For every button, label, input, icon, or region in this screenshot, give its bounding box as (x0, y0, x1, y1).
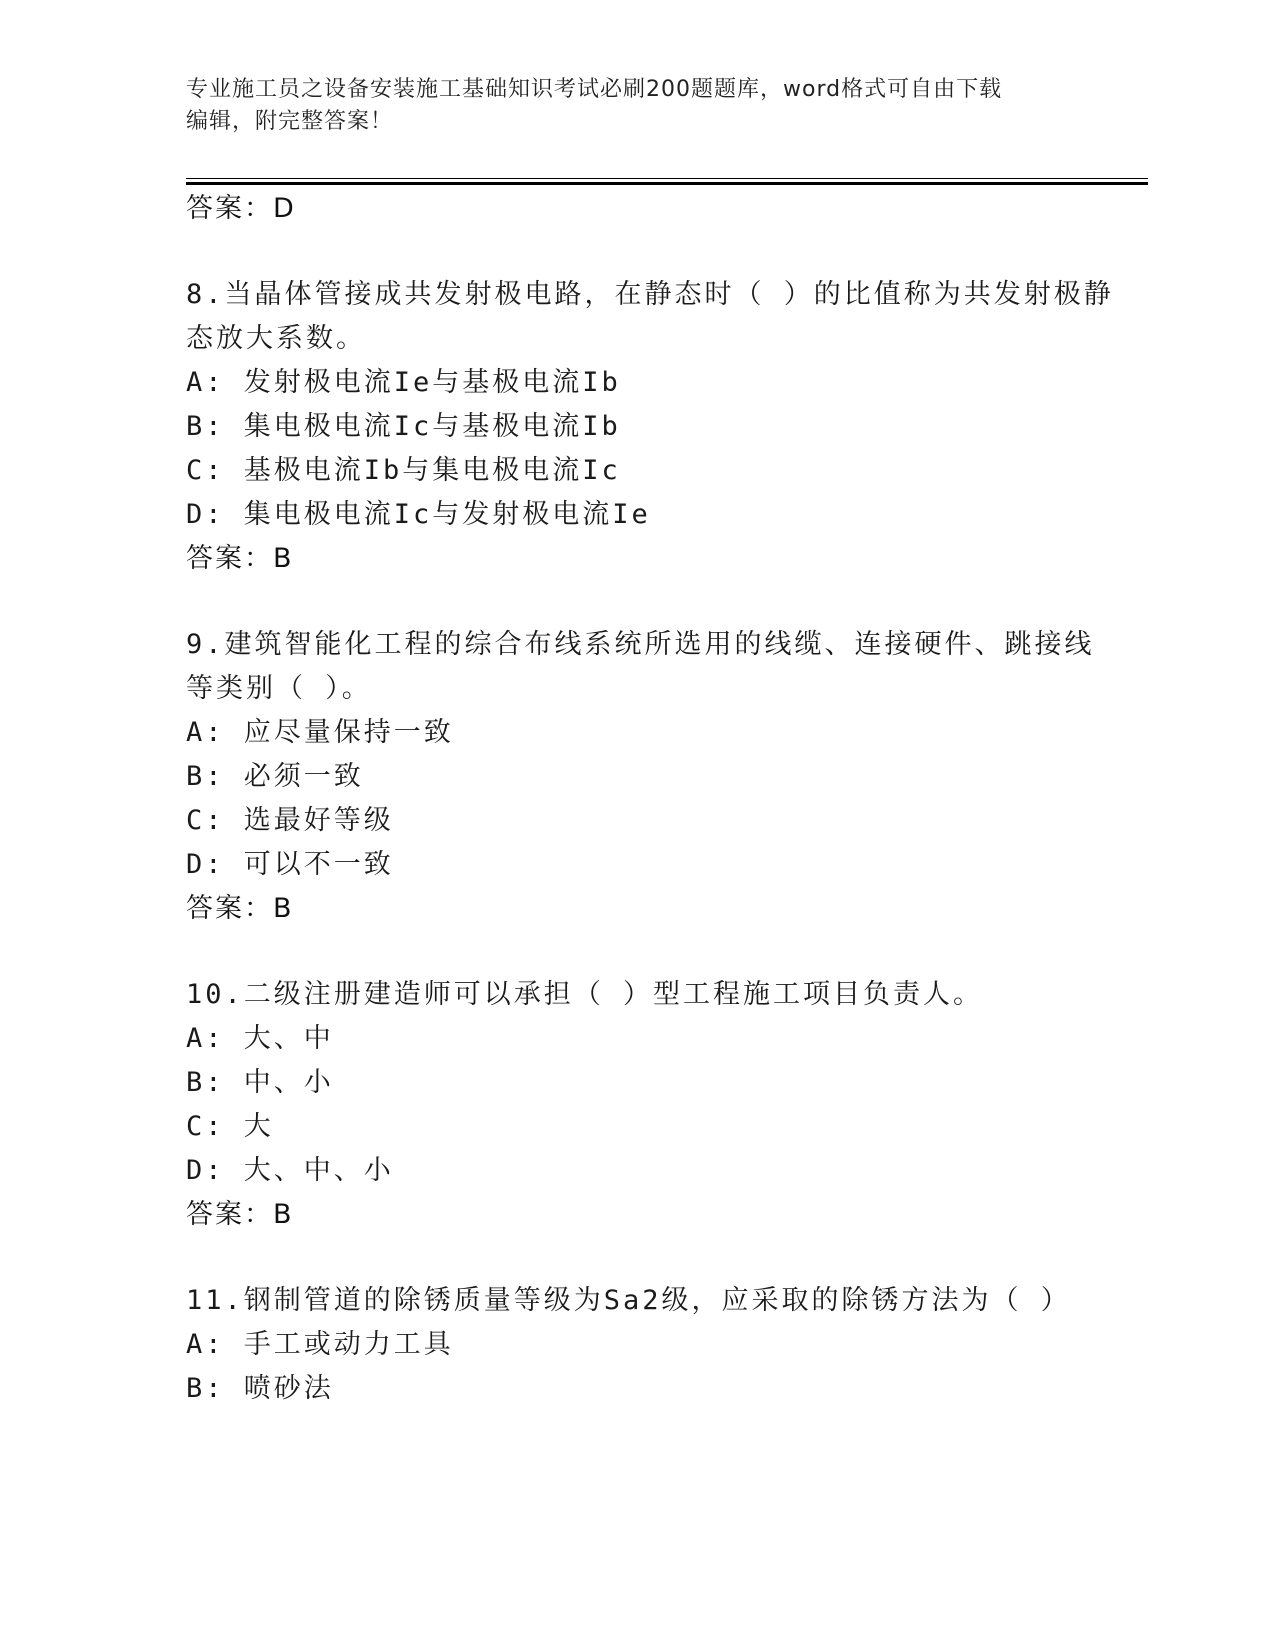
previous-answer: 答案：D (186, 193, 296, 224)
question-11-option-a: A: 手工或动力工具 (186, 1329, 454, 1360)
question-10-stem: 10.二级注册建造师可以承担（ ）型工程施工项目负责人。 (186, 979, 984, 1010)
question-8-option-b: B: 集电极电流Ic与基极电流Ib (186, 411, 621, 442)
question-9-option-b: B: 必须一致 (186, 761, 364, 792)
document-header (186, 74, 1066, 138)
question-8-stem-line-2: 态放大系数。 (186, 323, 366, 354)
header-line-1: 专业施工员之设备安装施工基础知识考试必刷200题题库，word格式可自由下载 (186, 77, 1003, 102)
header-divider-thin (186, 178, 1148, 179)
question-10-option-d: D: 大、中、小 (186, 1155, 394, 1186)
header-divider-thick (186, 182, 1148, 185)
question-8-option-d: D: 集电极电流Ic与发射极电流Ie (186, 499, 651, 530)
question-10-answer: 答案：B (186, 1199, 294, 1230)
question-8-option-c: C: 基极电流Ib与集电极电流Ic (186, 455, 621, 486)
question-8-option-a: A: 发射极电流Ie与基极电流Ib (186, 367, 621, 398)
question-9-stem-line-1: 9.建筑智能化工程的综合布线系统所选用的线缆、连接硬件、跳接线 (186, 629, 1095, 660)
question-10-option-a: A: 大、中 (186, 1023, 334, 1054)
question-9-answer: 答案：B (186, 893, 294, 924)
question-9-option-d: D: 可以不一致 (186, 849, 394, 880)
question-11-option-b: B: 喷砂法 (186, 1373, 334, 1404)
question-8-stem-line-1: 8.当晶体管接成共发射极电路，在静态时（ ）的比值称为共发射极静 (186, 279, 1114, 310)
question-11-stem: 11.钢制管道的除锈质量等级为Sa2级，应采取的除锈方法为（ ） (186, 1285, 1071, 1316)
question-10-option-b: B: 中、小 (186, 1067, 334, 1098)
question-10-option-c: C: 大 (186, 1111, 274, 1142)
question-9-option-c: C: 选最好等级 (186, 805, 394, 836)
question-8-answer: 答案：B (186, 543, 294, 574)
question-9-option-a: A: 应尽量保持一致 (186, 717, 454, 748)
header-line-2: 编辑，附完整答案！ (186, 109, 394, 134)
question-9-stem-line-2: 等类别（ ）。 (186, 673, 372, 704)
